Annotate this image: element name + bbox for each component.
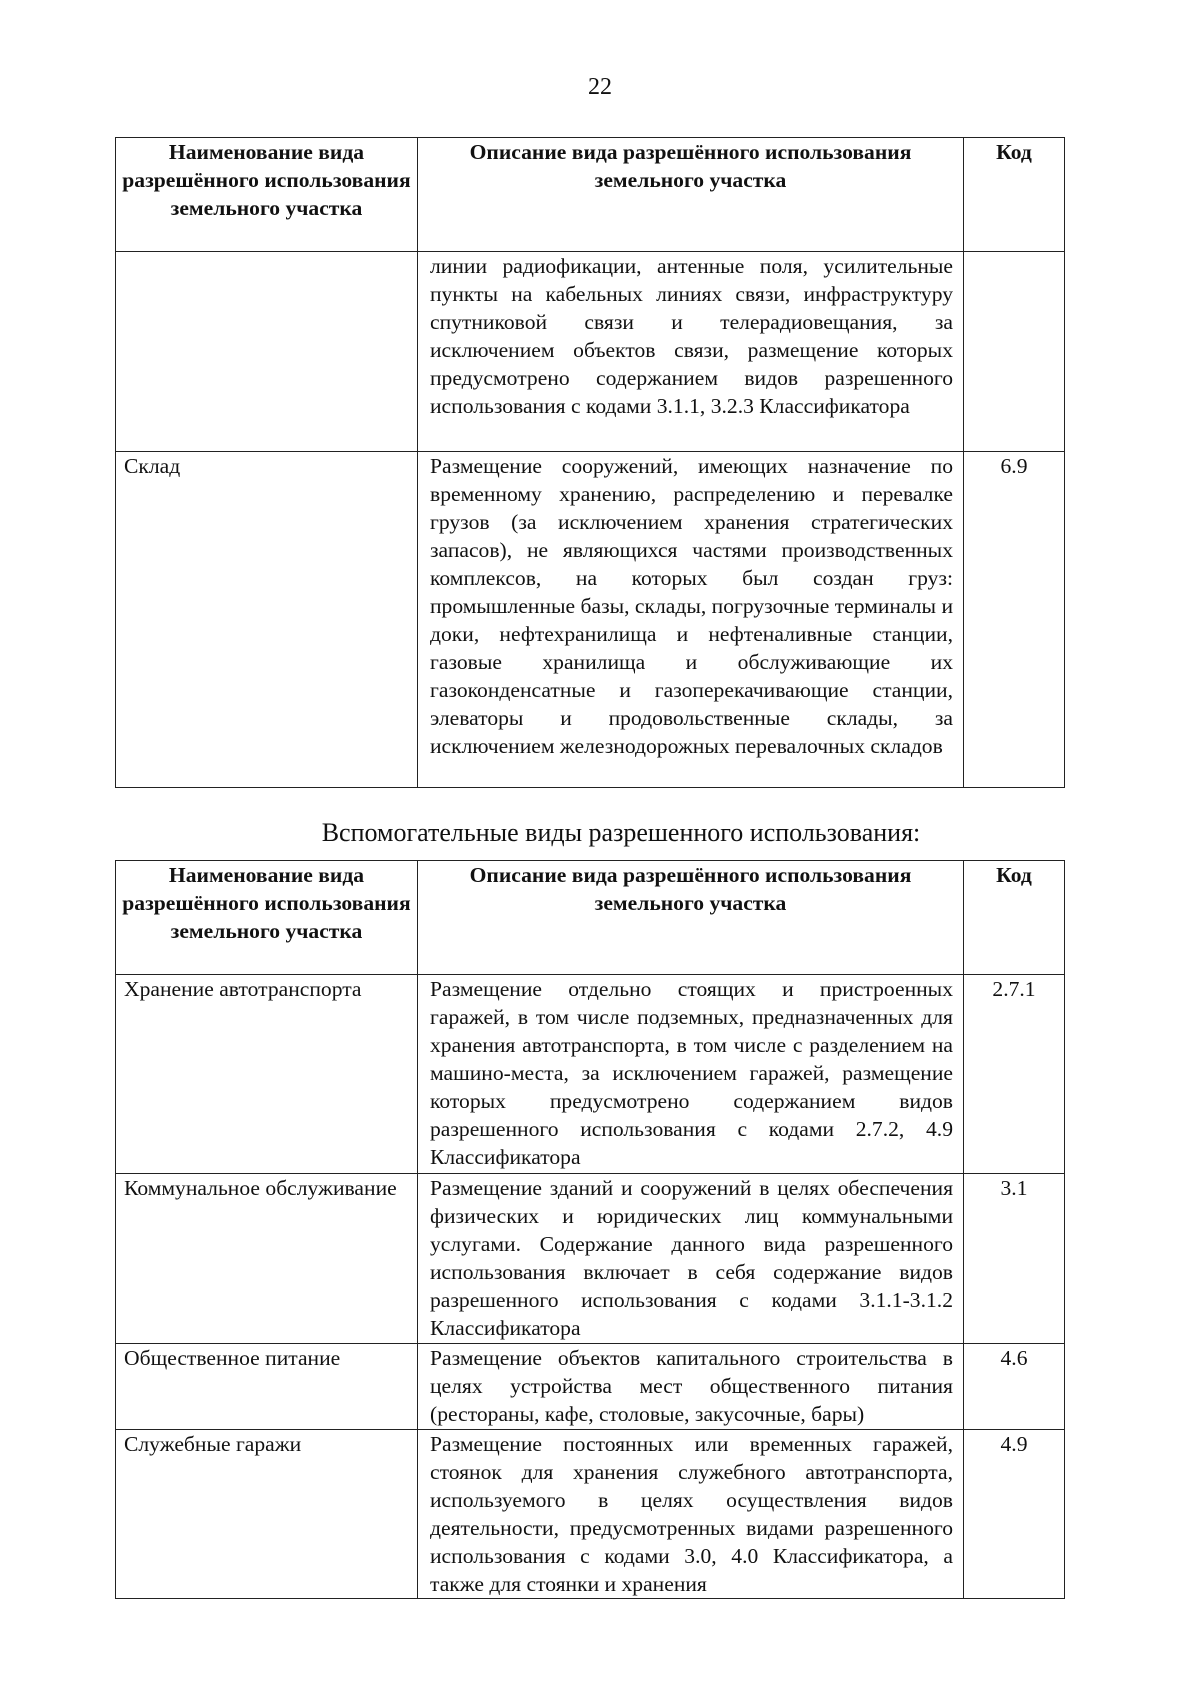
table-row (116, 1430, 1065, 1599)
use-description: Размещение постоянных или временных гаражей, стоянок для хранения служебного автотранспорта, используемого в целях осуществления видов деятельности, предусмотренных видами разрешенного использования с кодами 3.0, 4.0 Классификатора, а также для стоянки и хранения (418, 1430, 964, 1599)
use-description: Размещение зданий и сооружений в целях обеспечения физических и юридических лиц коммунальными услугами. Содержание данного вида разрешенного использования включает в себя содержание видов разрешенного использования с кодами 3.1.1-3.1.2 Классификатора (418, 1174, 964, 1344)
use-name: Служебные гаражи (116, 1430, 418, 1599)
header-description: Описание вида разрешённого использования земельного участка (418, 138, 964, 252)
table-header-row (116, 861, 1065, 975)
header-code: Код (964, 861, 1065, 975)
section-title: Вспомогательные виды разрешенного использования: (321, 818, 921, 847)
table-row (116, 1344, 1065, 1430)
use-description: Размещение сооружений, имеющих назначение по временному хранению, распределению и перевалке грузов (за исключением хранения стратегических запасов), не являющихся частями производственных комплексов, на которых был создан груз: промышленные базы, склады, погрузочные терминалы и доки, нефтехранилища и нефтеналивные станции, газовые хранилища и обслуживающие их газоконденсатные и газоперекачивающие станции, элеваторы и продовольственные склады, за исключением железнодорожных перевалочных складов (418, 452, 964, 788)
use-description: линии радиофикации, антенные поля, усилительные пункты на кабельных линиях связи, инфраструктуру спутниковой связи и телерадиовещания, за исключением объектов связи, размещение которых предусмотрено содержанием видов разрешенного использования с кодами 3.1.1, 3.2.3 Классификатора (418, 252, 964, 452)
table-row (116, 1174, 1065, 1344)
use-code: 3.1 (964, 1174, 1065, 1344)
header-description: Описание вида разрешённого использования земельного участка (418, 861, 964, 975)
header-code: Код (964, 138, 1065, 252)
use-name: Хранение автотранспорта (116, 975, 418, 1174)
auxiliary-uses-table (115, 860, 1065, 1599)
use-code: 4.6 (964, 1344, 1065, 1430)
page-number: 22 (588, 74, 612, 100)
use-description: Размещение отдельно стоящих и пристроенных гаражей, в том числе подземных, предназначенных для хранения автотранспорта, в том числе с разделением на машино-места, за исключением гаражей, размещение которых предусмотрено содержанием видов разрешенного использования с кодами 2.7.2, 4.9 Классификатора (418, 975, 964, 1174)
table-row (116, 975, 1065, 1174)
use-description: Размещение объектов капитального строительства в целях устройства мест общественного питания (рестораны, кафе, столовые, закусочные, бары) (418, 1344, 964, 1430)
table-header-row (116, 138, 1065, 252)
header-name: Наименование вида разрешённого использования земельного участка (116, 861, 418, 975)
use-code (964, 252, 1065, 452)
header-name: Наименование вида разрешённого использования земельного участка (116, 138, 418, 252)
use-name: Коммунальное обслуживание (116, 1174, 418, 1344)
main-uses-table (115, 137, 1065, 788)
use-name (116, 252, 418, 452)
use-code: 2.7.1 (964, 975, 1065, 1174)
table-row (116, 452, 1065, 788)
use-code: 6.9 (964, 452, 1065, 788)
use-name: Общественное питание (116, 1344, 418, 1430)
use-code: 4.9 (964, 1430, 1065, 1599)
table-row (116, 252, 1065, 452)
use-name: Склад (116, 452, 418, 788)
